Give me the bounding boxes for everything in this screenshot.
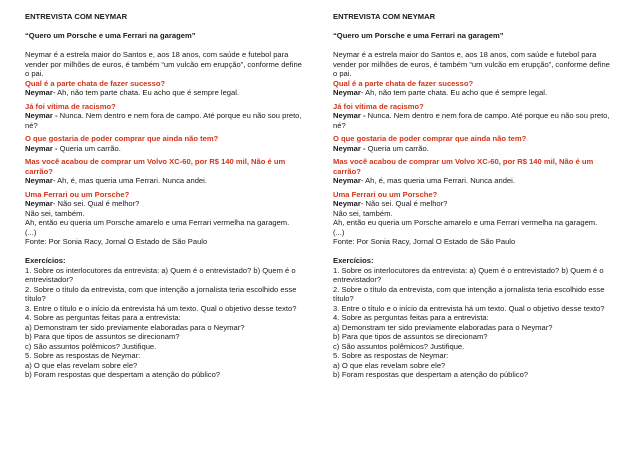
exercise-item: b) Foram respostas que despertam a atenção do público? xyxy=(333,370,529,379)
question: Uma Ferrari ou um Porsche? xyxy=(25,189,130,199)
exercise-item: 3. Entre o título e o início da entrevista há um texto. Qual o objetivo desse texto? xyxy=(333,303,605,313)
text-line: Ah, então eu queria um Porsche amarelo e uma Ferrari vermelha na garagem. xyxy=(25,218,290,227)
answer: Neymar - Queria um carrão. xyxy=(25,143,121,153)
answer: Neymar - Queria um carrão. xyxy=(333,143,429,153)
answer: Neymar- Não sei. Qual é melhor? xyxy=(25,199,140,208)
exercise-item: c) São assuntos polêmicos? Justifique. xyxy=(333,341,465,351)
answer: Neymar- Ah, é, mas queria uma Ferrari. Nunca andei. xyxy=(25,176,207,185)
speaker: Neymar xyxy=(333,88,361,97)
question: Já foi vítima de racismo? xyxy=(333,101,424,111)
question: O que gostaria de poder comprar que ainda não tem? xyxy=(25,134,219,143)
exercise-item: b) Para que tipos de assuntos se direcionam? xyxy=(25,332,180,341)
interview-title: ENTREVISTA COM NEYMAR xyxy=(333,12,436,21)
answer: Neymar - Nunca. Nem dentro e nem fora de campo. Até porque eu não sou preto, né? xyxy=(333,111,610,130)
text-line: Não sei, também. xyxy=(333,208,393,218)
exercise-item: c) São assuntos polêmicos? Justifique. xyxy=(25,341,157,351)
exercise-item: 3. Entre o título e o início da entrevista há um texto. Qual o objetivo desse texto? xyxy=(25,303,297,313)
exercise-item: 2. Sobre o título da entrevista, com que intenção a jornalista teria escolhido esse título? xyxy=(333,284,605,303)
question: Já foi vítima de racismo? xyxy=(25,101,116,111)
answer: Neymar- Ah, é, mas queria uma Ferrari. Nunca andei. xyxy=(333,176,515,185)
text-line: (...) xyxy=(25,227,37,237)
speaker: Neymar xyxy=(333,111,361,120)
exercise-item: 5. Sobre as respostas de Neymar: xyxy=(25,351,141,360)
exercise-item: 5. Sobre as respostas de Neymar: xyxy=(333,351,449,360)
interview-subtitle: “Quero um Porsche e uma Ferrari na garagem” xyxy=(25,31,196,40)
answer: Neymar- Não sei. Qual é melhor? xyxy=(333,199,448,208)
exercise-item: 1. Sobre os interlocutores da entrevista: a) Quem é o entrevistado? b) Quem é o entrevistador? xyxy=(25,265,296,284)
speaker: Neymar xyxy=(25,88,53,97)
question: Qual é a parte chata de fazer sucesso? xyxy=(25,78,166,88)
exercise-item: a) Demonstram ter sido previamente elaboradas para o Neymar? xyxy=(25,322,245,332)
answer: Neymar - Nunca. Nem dentro e nem fora de campo. Até porque eu não sou preto, né? xyxy=(25,111,302,130)
answer: Neymar- Ah, não tem parte chata. Eu acho que é sempre legal. xyxy=(25,88,240,97)
source-line: Fonte: Por Sonia Racy, Jornal O Estado de São Paulo xyxy=(25,237,208,246)
text-line: (...) xyxy=(333,227,345,237)
interview-title: ENTREVISTA COM NEYMAR xyxy=(25,12,128,21)
speaker: Neymar xyxy=(25,143,53,153)
exercise-item: a) O que elas revelam sobre ele? xyxy=(25,360,138,370)
column-left xyxy=(25,12,307,380)
question: Qual é a parte chata de fazer sucesso? xyxy=(333,78,474,88)
exercises-title: Exercícios: xyxy=(25,256,66,265)
exercise-item: a) Demonstram ter sido previamente elaboradas para o Neymar? xyxy=(333,322,553,332)
speaker: Neymar xyxy=(25,199,53,208)
speaker: Neymar xyxy=(333,176,361,185)
exercise-item: 2. Sobre o título da entrevista, com que intenção a jornalista teria escolhido esse título? xyxy=(25,284,297,303)
exercise-item: 1. Sobre os interlocutores da entrevista: a) Quem é o entrevistado? b) Quem é o entrevistador? xyxy=(333,265,604,284)
text-line: Ah, então eu queria um Porsche amarelo e uma Ferrari vermelha na garagem. xyxy=(333,218,598,227)
speaker: Neymar xyxy=(333,143,361,153)
interview-intro: Neymar é a estrela maior do Santos e, aos 18 anos, com saúde e futebol para vender por milhões de euros, é também “um vulcão em erupção”, conforme define o pai. xyxy=(333,50,610,78)
exercise-item: a) O que elas revelam sobre ele? xyxy=(333,360,446,370)
question: Uma Ferrari ou um Porsche? xyxy=(333,189,438,199)
exercises-title: Exercícios: xyxy=(333,256,374,265)
interview-subtitle: “Quero um Porsche e uma Ferrari na garagem” xyxy=(333,31,504,40)
speaker: Neymar xyxy=(333,199,361,208)
speaker: Neymar xyxy=(25,111,53,120)
exercise-item: 4. Sobre as perguntas feitas para a entrevista: xyxy=(25,313,181,322)
question: Mas você acabou de comprar um Volvo XC-60, por R$ 140 mil, Não é um carrão? xyxy=(333,157,594,176)
question: O que gostaria de poder comprar que ainda não tem? xyxy=(333,134,527,143)
exercise-item: 4. Sobre as perguntas feitas para a entrevista: xyxy=(333,313,489,322)
exercise-item: b) Foram respostas que despertam a atenção do público? xyxy=(25,370,221,379)
answer: Neymar- Ah, não tem parte chata. Eu acho que é sempre legal. xyxy=(333,88,548,97)
speaker: Neymar xyxy=(25,176,53,185)
interview-intro: Neymar é a estrela maior do Santos e, aos 18 anos, com saúde e futebol para vender por milhões de euros, é também “um vulcão em erupção”, conforme define o pai. xyxy=(25,50,302,78)
source-line: Fonte: Por Sonia Racy, Jornal O Estado de São Paulo xyxy=(333,237,516,246)
exercise-item: b) Para que tipos de assuntos se direcionam? xyxy=(333,332,488,341)
column-right xyxy=(333,12,615,380)
text-line: Não sei, também. xyxy=(25,208,85,218)
question: Mas você acabou de comprar um Volvo XC-60, por R$ 140 mil, Não é um carrão? xyxy=(25,157,286,176)
